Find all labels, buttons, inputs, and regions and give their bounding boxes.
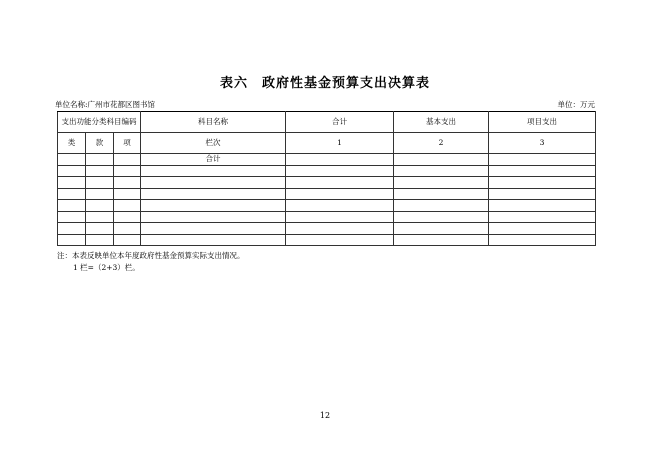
col-basic: 基本支出 <box>394 112 489 133</box>
note-line-1: 注：本表反映单位本年度政府性基金预算实际支出情况。 <box>57 251 245 260</box>
total-label: 合计 <box>141 154 286 166</box>
row-label: 栏次 <box>141 133 286 154</box>
sub-header-kuan: 款 <box>86 133 114 154</box>
table-row <box>58 223 596 235</box>
note-line-2: 1 栏=（2+3）栏。 <box>73 263 140 272</box>
table-row <box>58 200 596 212</box>
unit-label: 单位：万元 <box>557 100 595 109</box>
table-row <box>58 188 596 200</box>
expenditure-table <box>57 111 596 246</box>
col-num-1: 1 <box>286 133 394 154</box>
sub-header-lei: 类 <box>58 133 86 154</box>
total-row <box>58 154 596 166</box>
table-title: 表六 政府性基金预算支出决算表 <box>219 76 430 91</box>
table-row <box>58 165 596 177</box>
table-row <box>58 177 596 189</box>
table-row <box>58 234 596 246</box>
col-total: 合计 <box>286 112 394 133</box>
sub-header-xiang: 项 <box>114 133 141 154</box>
col-num-2: 2 <box>394 133 489 154</box>
col-num-3: 3 <box>489 133 596 154</box>
unit-name: 单位名称:广州市花都区图书馆 <box>55 100 156 109</box>
col-subject: 科目名称 <box>141 112 286 133</box>
page-number: 12 <box>319 411 331 420</box>
table-row <box>58 211 596 223</box>
col-project: 项目支出 <box>489 112 596 133</box>
code-header: 支出功能分类科目编码 <box>58 112 141 133</box>
